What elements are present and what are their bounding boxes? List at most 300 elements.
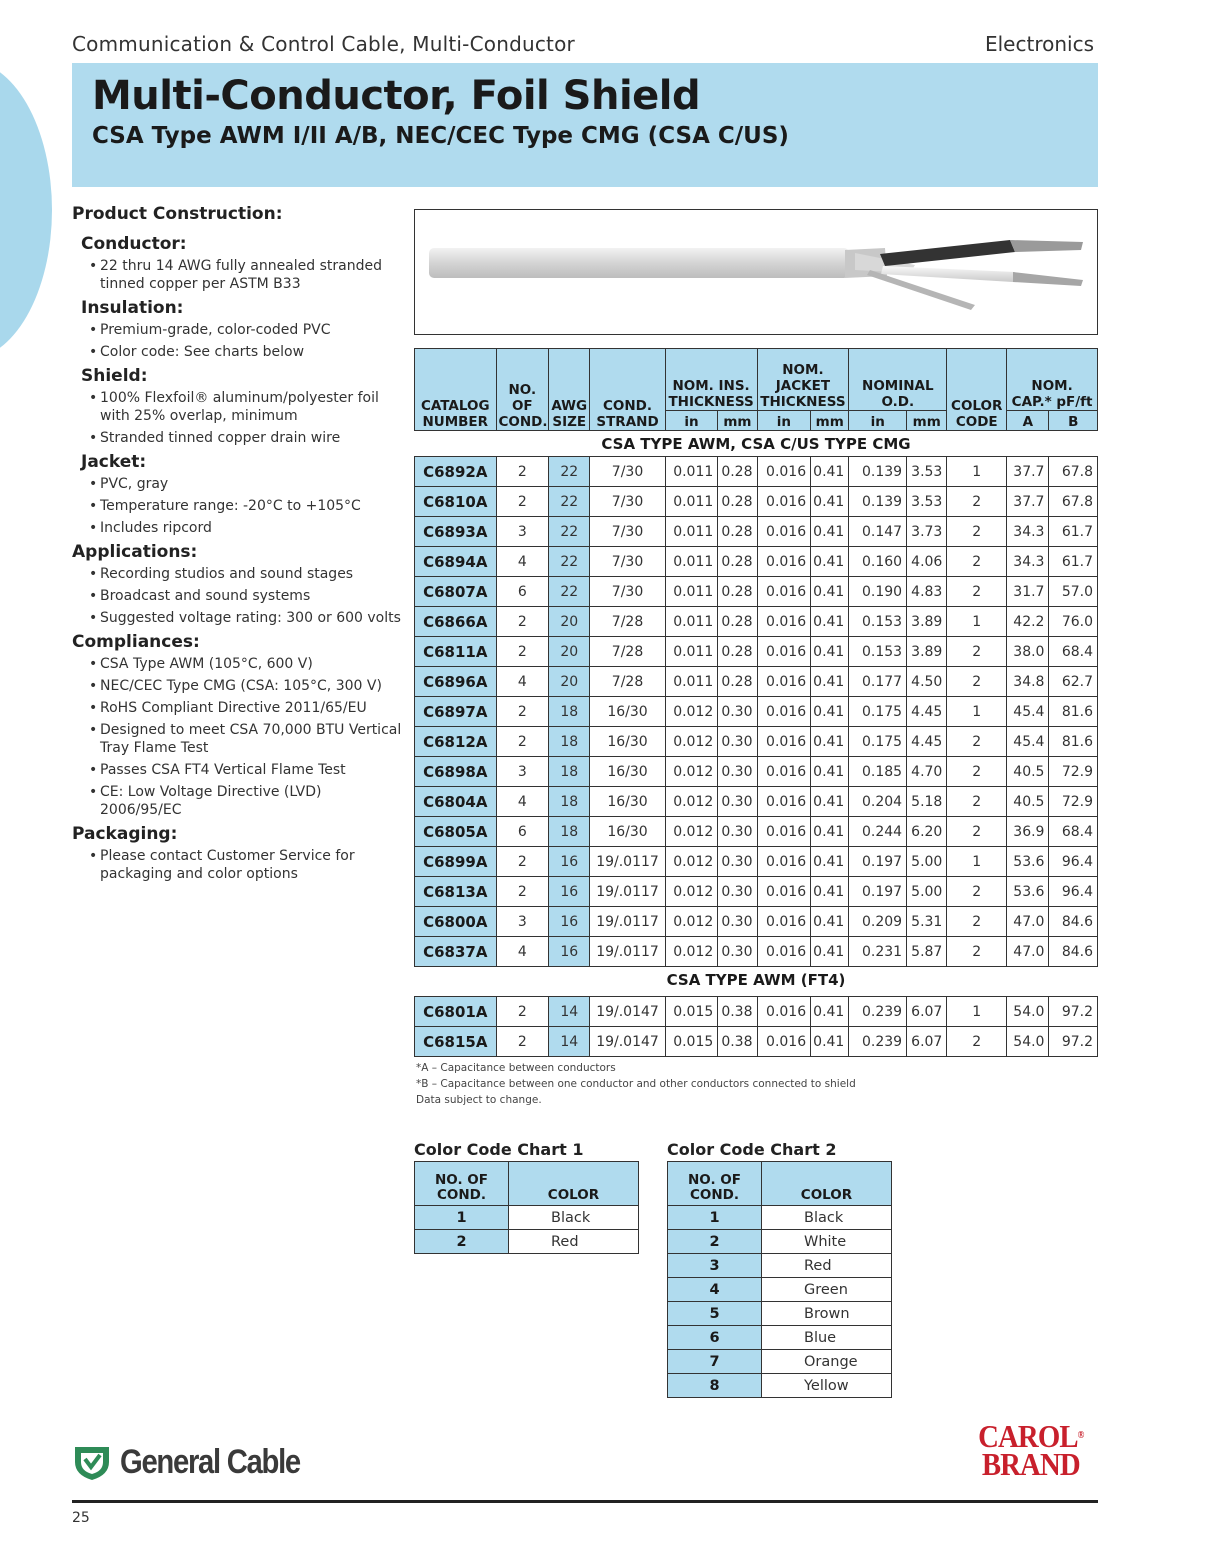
cap-b: 97.2	[1049, 1027, 1098, 1057]
jacket-mm: 0.41	[811, 577, 849, 607]
jacket-in: 0.016	[757, 667, 811, 697]
jacket-mm: 0.41	[811, 667, 849, 697]
od-in: 0.197	[849, 877, 907, 907]
color-code: 2	[947, 877, 1007, 907]
registered-mark: ®	[1077, 1430, 1084, 1441]
page-category: Communication & Control Cable, Multi-Conductor	[72, 32, 575, 56]
jacket-mm: 0.41	[811, 517, 849, 547]
table-row	[668, 1302, 892, 1326]
color-chart-1-title: Color Code Chart 1	[414, 1140, 584, 1159]
color-code: 1	[947, 607, 1007, 637]
cap-a: 45.4	[1007, 727, 1049, 757]
color-chart-2-title: Color Code Chart 2	[667, 1140, 837, 1159]
color-name: Blue	[762, 1326, 892, 1350]
od-in: 0.160	[849, 547, 907, 577]
specifications-table	[414, 348, 1098, 1057]
table-row	[415, 667, 1098, 697]
no-of-cond: 2	[496, 997, 549, 1027]
footnote: *B – Capacitance between one conductor and other conductors connected to shield	[416, 1078, 856, 1090]
page-section: Electronics	[984, 32, 1094, 56]
cond-strand: 19/.0117	[590, 937, 665, 967]
cond-number: 2	[668, 1230, 762, 1254]
jacket-heading: Jacket:	[81, 452, 147, 472]
catalog-number: C6804A	[415, 787, 497, 817]
od-mm: 3.89	[907, 607, 947, 637]
cap-b: 72.9	[1049, 757, 1098, 787]
table-body	[415, 431, 1098, 1057]
ins-in: 0.012	[665, 937, 718, 967]
list-item: • Temperature range: -20°C to +105°C	[89, 497, 402, 515]
color-name: Green	[762, 1278, 892, 1302]
jacket-list	[89, 475, 402, 537]
od-in: 0.175	[849, 727, 907, 757]
table-row	[415, 1206, 639, 1230]
cable-photo	[414, 209, 1098, 335]
no-of-cond: 2	[496, 1027, 549, 1057]
color-code: 2	[947, 1027, 1007, 1057]
od-mm: 5.31	[907, 907, 947, 937]
jacket-mm: 0.41	[811, 697, 849, 727]
od-mm: 5.87	[907, 937, 947, 967]
header-awg: AWG SIZE	[549, 349, 590, 431]
no-of-cond: 3	[496, 757, 549, 787]
title-banner	[72, 63, 1098, 187]
list-item: • 22 thru 14 AWG fully annealed stranded tinned copper per ASTM B33	[89, 257, 402, 293]
conductor-heading: Conductor:	[81, 234, 187, 254]
catalog-number: C6899A	[415, 847, 497, 877]
table-row	[415, 607, 1098, 637]
cc1-header-no: NO. OF COND.	[415, 1162, 509, 1206]
footer-divider	[72, 1500, 1098, 1503]
od-mm: 4.06	[907, 547, 947, 577]
conductor-list	[89, 257, 402, 293]
catalog-number: C6807A	[415, 577, 497, 607]
jacket-in: 0.016	[757, 487, 811, 517]
catalog-number: C6892A	[415, 457, 497, 487]
table-row	[415, 907, 1098, 937]
color-chart-2	[667, 1161, 892, 1398]
od-mm: 4.50	[907, 667, 947, 697]
od-mm: 5.00	[907, 847, 947, 877]
od-mm: 6.20	[907, 817, 947, 847]
cap-a: 38.0	[1007, 637, 1049, 667]
ins-in: 0.011	[665, 517, 718, 547]
catalog-number: C6866A	[415, 607, 497, 637]
color-code: 1	[947, 847, 1007, 877]
cap-a: 40.5	[1007, 787, 1049, 817]
jacket-mm: 0.41	[811, 457, 849, 487]
cond-strand: 16/30	[590, 757, 665, 787]
no-of-cond: 6	[496, 817, 549, 847]
ins-in: 0.012	[665, 817, 718, 847]
cond-number: 4	[668, 1278, 762, 1302]
table-row	[415, 1230, 639, 1254]
awg-size: 20	[549, 607, 590, 637]
cap-a: 47.0	[1007, 937, 1049, 967]
packaging-heading: Packaging:	[72, 824, 178, 844]
cap-b: 68.4	[1049, 817, 1098, 847]
table-row	[415, 637, 1098, 667]
table-row	[415, 697, 1098, 727]
cond-number: 1	[415, 1206, 509, 1230]
od-mm: 3.73	[907, 517, 947, 547]
header-unit-in: in	[757, 411, 811, 431]
awg-size: 14	[549, 997, 590, 1027]
section-label: CSA TYPE AWM (FT4)	[415, 967, 1098, 993]
cond-strand: 7/30	[590, 517, 665, 547]
ins-in: 0.012	[665, 757, 718, 787]
cap-a: 37.7	[1007, 457, 1049, 487]
ins-in: 0.012	[665, 697, 718, 727]
jacket-in: 0.016	[757, 607, 811, 637]
brand-wordmark: BRAND	[981, 1446, 1080, 1482]
ins-mm: 0.28	[718, 457, 757, 487]
cap-a: 40.5	[1007, 757, 1049, 787]
awg-size: 22	[549, 457, 590, 487]
color-name: Black	[509, 1206, 639, 1230]
cc1-header-color: COLOR	[509, 1162, 639, 1206]
table-row	[415, 577, 1098, 607]
cap-b: 62.7	[1049, 667, 1098, 697]
cap-a: 53.6	[1007, 877, 1049, 907]
awg-size: 16	[549, 937, 590, 967]
cond-strand: 7/30	[590, 547, 665, 577]
cond-number: 2	[415, 1230, 509, 1254]
cond-strand: 19/.0117	[590, 847, 665, 877]
cond-strand: 7/28	[590, 667, 665, 697]
color-code: 2	[947, 817, 1007, 847]
list-item: • CSA Type AWM (105°C, 600 V)	[89, 655, 402, 673]
ins-mm: 0.30	[718, 697, 757, 727]
jacket-in: 0.016	[757, 457, 811, 487]
cond-strand: 16/30	[590, 727, 665, 757]
od-mm: 4.45	[907, 727, 947, 757]
cap-b: 57.0	[1049, 577, 1098, 607]
jacket-mm: 0.41	[811, 547, 849, 577]
od-mm: 4.83	[907, 577, 947, 607]
od-mm: 6.07	[907, 1027, 947, 1057]
color-code: 2	[947, 577, 1007, 607]
od-in: 0.239	[849, 997, 907, 1027]
header-ins-thickness: NOM. INS. THICKNESS	[665, 349, 757, 411]
od-in: 0.190	[849, 577, 907, 607]
cap-a: 34.3	[1007, 517, 1049, 547]
cap-a: 37.7	[1007, 487, 1049, 517]
jacket-in: 0.016	[757, 787, 811, 817]
table-row	[415, 817, 1098, 847]
cap-a: 34.8	[1007, 667, 1049, 697]
construction-column	[72, 204, 402, 887]
cap-b: 61.7	[1049, 547, 1098, 577]
ins-in: 0.011	[665, 457, 718, 487]
insulation-list	[89, 321, 402, 361]
page-subtitle: CSA Type AWM I/II A/B, NEC/CEC Type CMG (CSA C/US)	[92, 123, 789, 149]
od-in: 0.185	[849, 757, 907, 787]
jacket-mm: 0.41	[811, 607, 849, 637]
ins-in: 0.011	[665, 637, 718, 667]
shield-list	[89, 389, 402, 447]
ins-mm: 0.38	[718, 997, 757, 1027]
table-row	[668, 1326, 892, 1350]
od-in: 0.175	[849, 697, 907, 727]
no-of-cond: 3	[496, 907, 549, 937]
cap-b: 81.6	[1049, 727, 1098, 757]
page-title: Multi-Conductor, Foil Shield	[92, 73, 701, 119]
ins-in: 0.012	[665, 847, 718, 877]
ins-in: 0.012	[665, 787, 718, 817]
cond-strand: 19/.0117	[590, 907, 665, 937]
no-of-cond: 2	[496, 877, 549, 907]
catalog-number: C6897A	[415, 697, 497, 727]
ins-mm: 0.30	[718, 757, 757, 787]
footnote: *A – Capacitance between conductors	[416, 1062, 616, 1074]
table-row	[415, 937, 1098, 967]
jacket-mm: 0.41	[811, 937, 849, 967]
color-name: White	[762, 1230, 892, 1254]
cap-a: 54.0	[1007, 997, 1049, 1027]
header-cap-b: B	[1049, 411, 1098, 431]
cond-number: 3	[668, 1254, 762, 1278]
cap-b: 72.9	[1049, 787, 1098, 817]
jacket-mm: 0.41	[811, 847, 849, 877]
jacket-mm: 0.41	[811, 877, 849, 907]
header-color-code: COLOR CODE	[947, 349, 1007, 431]
ins-mm: 0.28	[718, 577, 757, 607]
awg-size: 18	[549, 787, 590, 817]
list-item: • Premium-grade, color-coded PVC	[89, 321, 402, 339]
color-name: Black	[762, 1206, 892, 1230]
cc1-body	[415, 1206, 639, 1254]
no-of-cond: 2	[496, 637, 549, 667]
general-cable-logo	[72, 1442, 329, 1482]
cap-a: 54.0	[1007, 1027, 1049, 1057]
catalog-number: C6815A	[415, 1027, 497, 1057]
cap-b: 67.8	[1049, 487, 1098, 517]
carol-brand-logo	[975, 1418, 1087, 1482]
ins-mm: 0.28	[718, 547, 757, 577]
table-row	[668, 1350, 892, 1374]
color-code: 2	[947, 517, 1007, 547]
jacket-in: 0.016	[757, 877, 811, 907]
od-mm: 3.89	[907, 637, 947, 667]
awg-size: 14	[549, 1027, 590, 1057]
header-capacitance: NOM. CAP.* pF/ft	[1007, 349, 1098, 411]
cc2-body	[668, 1206, 892, 1398]
compliances-heading: Compliances:	[72, 632, 200, 652]
section-row	[415, 431, 1098, 457]
packaging-list	[89, 847, 402, 883]
list-item: • Color code: See charts below	[89, 343, 402, 361]
color-code: 2	[947, 487, 1007, 517]
table-row	[415, 547, 1098, 577]
cond-strand: 19/.0147	[590, 1027, 665, 1057]
header-nominal-od: NOMINAL O.D.	[849, 349, 947, 411]
footnote: Data subject to change.	[416, 1094, 542, 1106]
color-code: 2	[947, 727, 1007, 757]
od-mm: 4.45	[907, 697, 947, 727]
color-name: Yellow	[762, 1374, 892, 1398]
table-row	[415, 787, 1098, 817]
od-in: 0.139	[849, 487, 907, 517]
ins-in: 0.011	[665, 667, 718, 697]
awg-size: 20	[549, 637, 590, 667]
construction-heading: Product Construction:	[72, 204, 283, 224]
cap-a: 47.0	[1007, 907, 1049, 937]
cap-b: 68.4	[1049, 637, 1098, 667]
cap-a: 31.7	[1007, 577, 1049, 607]
od-in: 0.231	[849, 937, 907, 967]
cap-a: 45.4	[1007, 697, 1049, 727]
table-row	[415, 727, 1098, 757]
list-item: • NEC/CEC Type CMG (CSA: 105°C, 300 V)	[89, 677, 402, 695]
od-in: 0.147	[849, 517, 907, 547]
jacket-in: 0.016	[757, 937, 811, 967]
od-mm: 3.53	[907, 457, 947, 487]
applications-heading: Applications:	[72, 542, 198, 562]
ins-mm: 0.28	[718, 517, 757, 547]
jacket-mm: 0.41	[811, 637, 849, 667]
list-item: • Suggested voltage rating: 300 or 600 volts	[89, 609, 402, 627]
table-row	[415, 877, 1098, 907]
list-item: • Passes CSA FT4 Vertical Flame Test	[89, 761, 402, 779]
color-code: 2	[947, 547, 1007, 577]
jacket-in: 0.016	[757, 547, 811, 577]
list-item: • 100% Flexfoil® aluminum/polyester foil with 25% overlap, minimum	[89, 389, 402, 425]
od-mm: 3.53	[907, 487, 947, 517]
jacket-mm: 0.41	[811, 1027, 849, 1057]
cap-b: 76.0	[1049, 607, 1098, 637]
table-row	[668, 1230, 892, 1254]
awg-size: 22	[549, 517, 590, 547]
no-of-cond: 3	[496, 517, 549, 547]
od-mm: 6.07	[907, 997, 947, 1027]
jacket-in: 0.016	[757, 637, 811, 667]
header-cap-a: A	[1007, 411, 1049, 431]
jacket-mm: 0.41	[811, 997, 849, 1027]
color-code: 2	[947, 637, 1007, 667]
header-no-cond: NO. OF COND.	[496, 349, 549, 431]
catalog-number: C6813A	[415, 877, 497, 907]
table-row	[415, 847, 1098, 877]
no-of-cond: 2	[496, 697, 549, 727]
od-in: 0.209	[849, 907, 907, 937]
catalog-number: C6898A	[415, 757, 497, 787]
header-unit-mm: mm	[907, 411, 947, 431]
ins-in: 0.015	[665, 1027, 718, 1057]
color-code: 2	[947, 937, 1007, 967]
applications-list	[89, 565, 402, 627]
section-label: CSA TYPE AWM, CSA C/US TYPE CMG	[415, 431, 1098, 457]
jacket-in: 0.016	[757, 727, 811, 757]
color-chart-1	[414, 1161, 639, 1254]
no-of-cond: 2	[496, 487, 549, 517]
cable-illustration	[415, 210, 1097, 334]
od-in: 0.153	[849, 637, 907, 667]
cond-number: 8	[668, 1374, 762, 1398]
cond-number: 5	[668, 1302, 762, 1326]
table-row	[415, 1027, 1098, 1057]
catalog-number: C6893A	[415, 517, 497, 547]
catalog-number: C6800A	[415, 907, 497, 937]
awg-size: 18	[549, 727, 590, 757]
jacket-in: 0.016	[757, 997, 811, 1027]
catalog-number: C6810A	[415, 487, 497, 517]
jacket-in: 0.016	[757, 577, 811, 607]
table-row	[668, 1254, 892, 1278]
general-cable-wordmark: General Cable	[120, 1442, 300, 1481]
cap-b: 97.2	[1049, 997, 1098, 1027]
carol-wordmark: CAROL	[978, 1418, 1078, 1454]
header-catalog: CATALOG NUMBER	[415, 349, 497, 431]
color-name: Red	[762, 1254, 892, 1278]
cond-strand: 19/.0117	[590, 877, 665, 907]
cond-strand: 7/30	[590, 577, 665, 607]
ins-in: 0.012	[665, 727, 718, 757]
cond-strand: 7/30	[590, 457, 665, 487]
page-number: 25	[72, 1510, 90, 1526]
jacket-in: 0.016	[757, 847, 811, 877]
table-row	[415, 517, 1098, 547]
cond-strand: 7/30	[590, 487, 665, 517]
jacket-in: 0.016	[757, 1027, 811, 1057]
ins-mm: 0.30	[718, 907, 757, 937]
ins-in: 0.011	[665, 487, 718, 517]
cap-b: 96.4	[1049, 877, 1098, 907]
jacket-in: 0.016	[757, 817, 811, 847]
table-row	[415, 487, 1098, 517]
list-item: • Includes ripcord	[89, 519, 402, 537]
jacket-mm: 0.41	[811, 787, 849, 817]
cc2-header-no: NO. OF COND.	[668, 1162, 762, 1206]
od-in: 0.153	[849, 607, 907, 637]
table-row	[415, 757, 1098, 787]
header-strand: COND. STRAND	[590, 349, 665, 431]
awg-size: 22	[549, 487, 590, 517]
header-unit-in: in	[849, 411, 907, 431]
awg-size: 20	[549, 667, 590, 697]
od-in: 0.204	[849, 787, 907, 817]
table-row	[668, 1278, 892, 1302]
cap-a: 36.9	[1007, 817, 1049, 847]
ins-mm: 0.38	[718, 1027, 757, 1057]
list-item: • RoHS Compliant Directive 2011/65/EU	[89, 699, 402, 717]
color-name: Orange	[762, 1350, 892, 1374]
list-item: • Designed to meet CSA 70,000 BTU Vertical Tray Flame Test	[89, 721, 402, 757]
ins-mm: 0.28	[718, 607, 757, 637]
jacket-mm: 0.41	[811, 817, 849, 847]
jacket-mm: 0.41	[811, 757, 849, 787]
list-item: • PVC, gray	[89, 475, 402, 493]
table-row	[668, 1206, 892, 1230]
no-of-cond: 4	[496, 667, 549, 697]
color-code: 1	[947, 697, 1007, 727]
ins-in: 0.012	[665, 877, 718, 907]
table-row	[415, 997, 1098, 1027]
no-of-cond: 6	[496, 577, 549, 607]
cc2-header-color: COLOR	[762, 1162, 892, 1206]
cond-strand: 16/30	[590, 817, 665, 847]
cap-b: 96.4	[1049, 847, 1098, 877]
no-of-cond: 2	[496, 727, 549, 757]
color-code: 1	[947, 457, 1007, 487]
cond-strand: 7/28	[590, 637, 665, 667]
compliances-list	[89, 655, 402, 819]
no-of-cond: 4	[496, 787, 549, 817]
header-jacket-thickness: NOM. JACKET THICKNESS	[757, 349, 849, 411]
ins-mm: 0.30	[718, 817, 757, 847]
color-code: 1	[947, 997, 1007, 1027]
od-in: 0.239	[849, 1027, 907, 1057]
